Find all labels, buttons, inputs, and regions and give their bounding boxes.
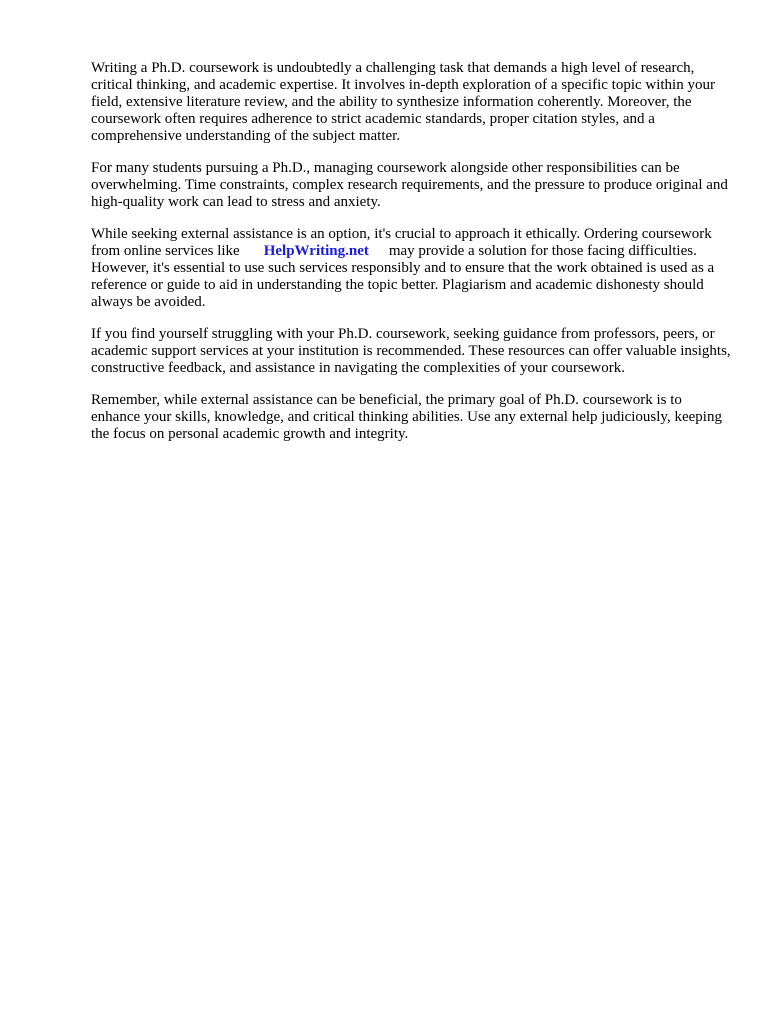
paragraph-challenges: For many students pursuing a Ph.D., managing coursework alongside other responsibilities can be overwhelming. Time constraints, complex research requirements, and the pressure to produce original and high-quality work can lead to stress and anxiety. [91, 160, 728, 210]
paragraph-intro: Writing a Ph.D. coursework is undoubtedly a challenging task that demands a high level of research, critical thinking, and academic expertise. It involves in-depth exploration of a specific topic within your field, extensive literature review, and the ability to synthesize information coherently. Moreover, the coursework often requires adherence to strict academic standards, proper citation styles, and a comprehensive understanding of the subject matter. [91, 60, 715, 144]
paragraph-external-assistance [91, 226, 731, 311]
paragraph-text-before-link: While seeking external assistance is an option, it's crucial to approach it ethically. Ordering coursework from online services like [91, 226, 712, 259]
helpwriting-link[interactable]: HelpWriting.net [263, 243, 369, 259]
paragraph-text-after-link: may provide a solution for those facing difficulties. However, it's essential to use such services responsibly and to ensure that the work obtained is used as a reference or guide to aid in understanding the topic better. Plagiarism and academic dishonesty should always be avoided. [91, 243, 715, 310]
paragraph-conclusion: Remember, while external assistance can be beneficial, the primary goal of Ph.D. coursework is to enhance your skills, knowledge, and critical thinking abilities. Use any external help judiciously, keeping the focus on personal academic growth and integrity. [91, 392, 722, 442]
document-body [91, 60, 731, 458]
paragraph-guidance: If you find yourself struggling with your Ph.D. coursework, seeking guidance from professors, peers, or academic support services at your institution is recommended. These resources can offer valuable insights, constructive feedback, and assistance in navigating the complexities of your coursework. [91, 326, 731, 376]
